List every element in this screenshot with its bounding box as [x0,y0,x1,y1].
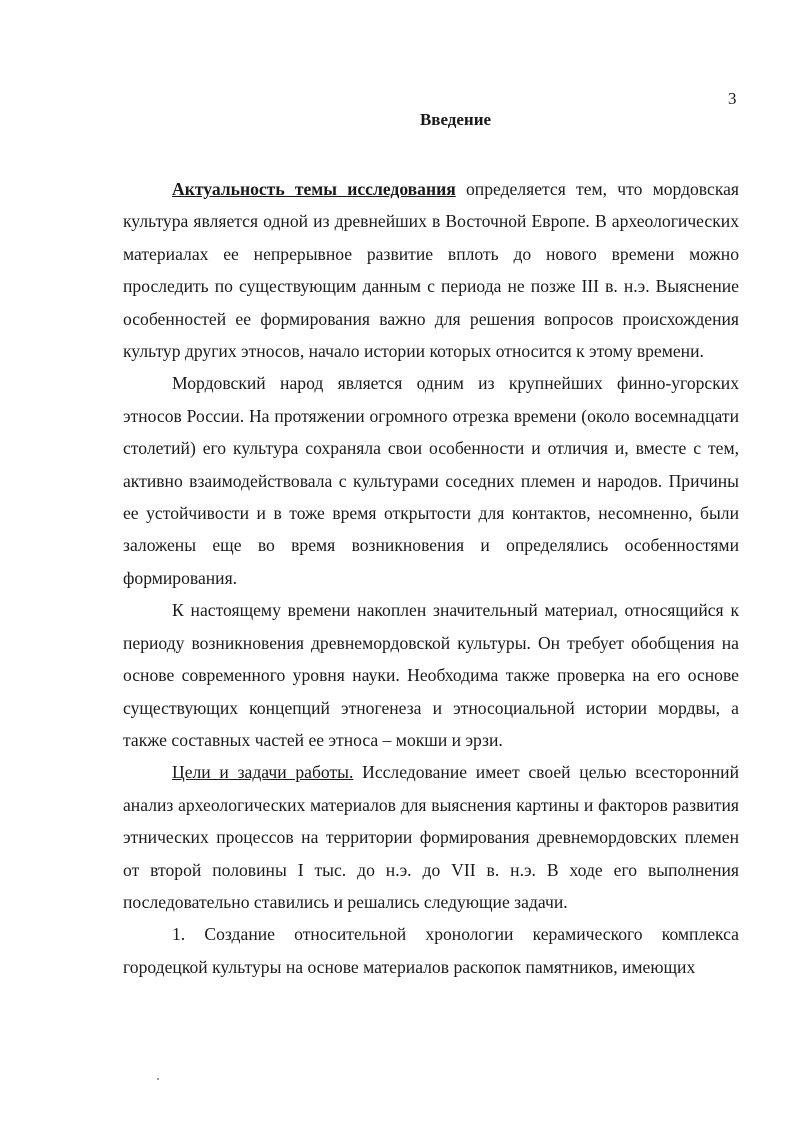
page-number: 3 [728,89,737,108]
goals-text: Исследование имеет своей целью всесторонний анализ археологических материалов для выяснения картины и факторов развития этнических процессов на территории формирования древнемордовских племен от второй половины I тыс. до н.э. до VII в. н.э. В ходе его выполнения последовательно ставились и решались следующие задачи. [123,762,739,912]
relevance-heading: Актуальность темы исследования [172,179,456,199]
accumulated-material-text: К настоящему времени накоплен значительный материал, относящийся к периоду возникновения древнемордовской культуры. Он требует обобщения на основе современного уровня науки. Необходима также проверка на его основе существующих концепций этногенеза и этносоциальной истории мордвы, а также составных частей ее этноса – мокши и эрзи. [123,600,739,750]
paragraph-accumulated-material [123,594,739,756]
relevance-text: определяется тем, что мордовская культура является одной из древнейших в Восточной Европе. В археологических материалах ее непрерывное развитие вплоть до нового времени можно проследить по существующим данным с периода не позже III в. н.э. Выяснение особенностей ее формирования важно для решения вопросов происхождения культур других этносов, начало истории которых относится к этому времени. [123,179,740,362]
paragraph-mordovian-people [123,367,739,594]
document-body [123,173,739,983]
paragraph-task-1 [123,918,739,983]
scan-speck [157,1078,159,1080]
goals-heading: Цели и задачи работы. [172,762,354,783]
paragraph-goals [123,756,739,918]
page-title: Введение [419,110,492,129]
paragraph-relevance [123,173,739,367]
mordovian-people-text: Мордовский народ является одним из крупнейших финно-угорских этносов России. На протяжении огромного отрезка времени (около восемнадцати столетий) его культура сохраняла свои особенности и отличия и, вместе с тем, активно взаимодействовала с культурами соседних племен и народов. Причины ее устойчивости и в тоже время открытости для контактов, несомненно, были заложены еще во время возникновения и определялись особенностями формирования. [123,373,739,588]
task-1-text: 1. Создание относительной хронологии керамического комплекса городецкой культуры на основе материалов раскопок памятников, имеющих [123,924,739,977]
